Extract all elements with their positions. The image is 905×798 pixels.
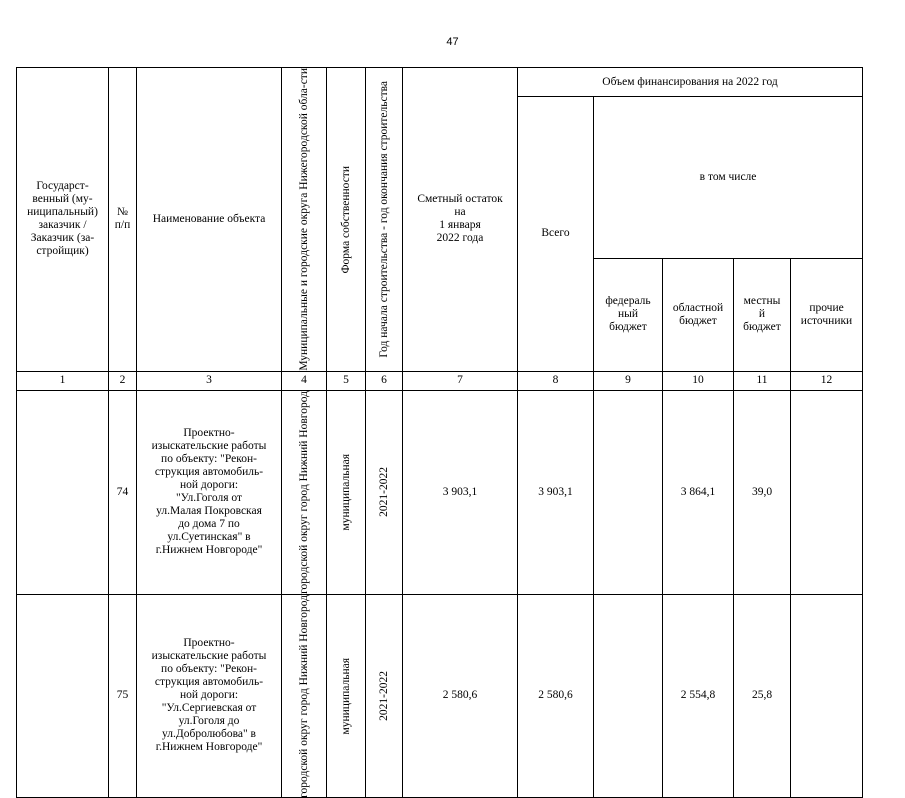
cell-balance: 3 903,1: [403, 390, 518, 594]
header-federal: федераль ный бюджет: [594, 258, 663, 371]
cell-regional: 2 554,8: [663, 594, 734, 798]
header-ownership: Форма собственности: [327, 68, 366, 372]
cell-years: 2021-2022: [366, 594, 403, 798]
cell-object-name: Проектно- изыскательские работы по объекту: "Рекон- струкция автомобиль- ной дороги: "Ул.Сергиевская от ул.Гоголя до ул.Добролюбова" в г.Нижнем Новгороде": [137, 594, 282, 798]
column-number: 6: [366, 371, 403, 390]
cell-regional: 3 864,1: [663, 390, 734, 594]
cell-total: 3 903,1: [518, 390, 594, 594]
header-local: местны й бюджет: [734, 258, 791, 371]
header-num: № п/п: [109, 68, 137, 372]
cell-object-name: Проектно- изыскательские работы по объекту: "Рекон- струкция автомобиль- ной дороги: "Ул.Гоголя от ул.Малая Покровская до дома 7 по ул.Суетинская" в г.Нижнем Новгороде": [137, 390, 282, 594]
page-number: 47: [446, 36, 459, 48]
column-number: 3: [137, 371, 282, 390]
cell-years: 2021-2022: [366, 390, 403, 594]
cell-ownership: муниципальная: [327, 594, 366, 798]
column-number: 7: [403, 371, 518, 390]
cell-balance: 2 580,6: [403, 594, 518, 798]
header-years: Год начала строительства - год окончания строительства: [366, 68, 403, 372]
header-customer: Государст- венный (му- ниципальный) заказчик / Заказчик (за- стройщик): [17, 68, 109, 372]
table-row: [17, 594, 863, 798]
cell-municipality: городской округ город Нижний Новгород: [282, 390, 327, 594]
cell-municipality: городской округ город Нижний Новгород: [282, 594, 327, 798]
column-number: 8: [518, 371, 594, 390]
column-number: 10: [663, 371, 734, 390]
header-other: прочие источники: [791, 258, 863, 371]
cell-customer: [17, 594, 109, 798]
financing-table: [16, 67, 863, 798]
column-number: 11: [734, 371, 791, 390]
cell-federal: [594, 390, 663, 594]
header-regional: областной бюджет: [663, 258, 734, 371]
header-financing: Объем финансирования на 2022 год: [518, 68, 863, 97]
column-number-row: [17, 371, 863, 390]
cell-num: 74: [109, 390, 137, 594]
header-balance: Сметный остаток на 1 января 2022 года: [403, 68, 518, 372]
header-municipality: Муниципальные и городские округа Нижегородской обла-сти: [282, 68, 327, 372]
table-row: [17, 390, 863, 594]
header-object-name: Наименование объекта: [137, 68, 282, 372]
column-number: 4: [282, 371, 327, 390]
header-total: Всего: [518, 97, 594, 372]
column-number: 1: [17, 371, 109, 390]
column-number: 9: [594, 371, 663, 390]
cell-other: [791, 390, 863, 594]
column-number: 2: [109, 371, 137, 390]
cell-federal: [594, 594, 663, 798]
cell-local: 25,8: [734, 594, 791, 798]
header-including: в том числе: [594, 97, 863, 259]
cell-total: 2 580,6: [518, 594, 594, 798]
cell-ownership: муниципальная: [327, 390, 366, 594]
cell-other: [791, 594, 863, 798]
cell-local: 39,0: [734, 390, 791, 594]
column-number: 5: [327, 371, 366, 390]
cell-num: 75: [109, 594, 137, 798]
cell-customer: [17, 390, 109, 594]
column-number: 12: [791, 371, 863, 390]
